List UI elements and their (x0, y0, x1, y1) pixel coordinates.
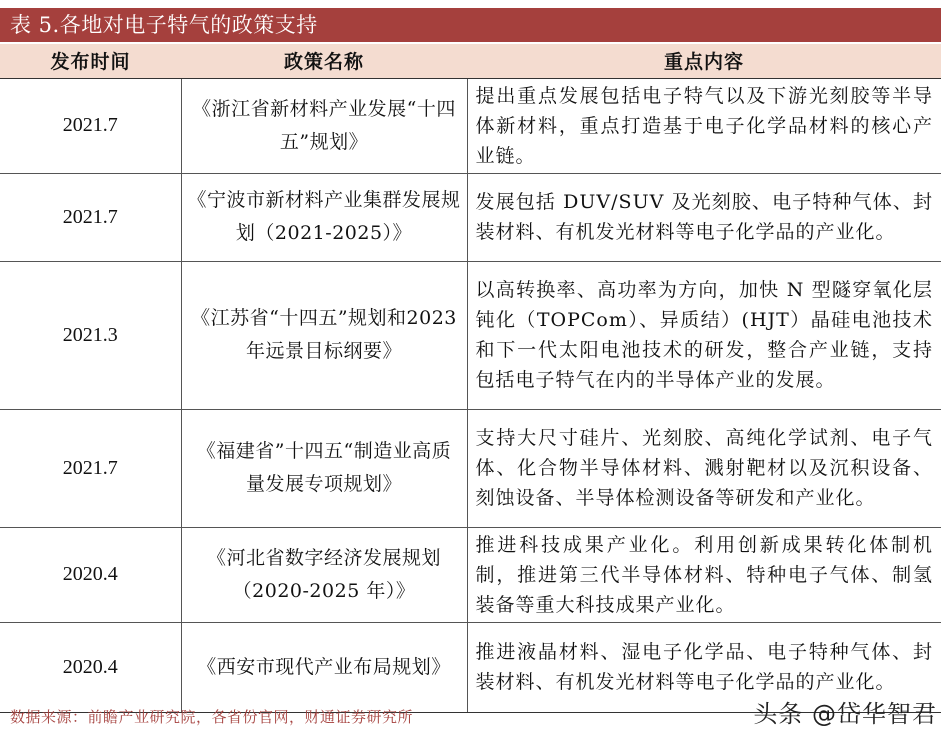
table-row (0, 78, 941, 173)
cell-policy: 《福建省”十四五“制造业高质量发展专项规划》 (181, 409, 467, 527)
cell-date: 2021.3 (0, 261, 181, 409)
cell-date: 2020.4 (0, 527, 181, 622)
cell-policy: 《江苏省“十四五”规划和2023 年远景目标纲要》 (181, 261, 467, 409)
table-row (0, 527, 941, 622)
cell-content: 支持大尺寸硅片、光刻胶、高纯化学试剂、电子气体、化合物半导体材料、溅射靶材以及沉积设备、刻蚀设备、半导体检测设备等研发和产业化。 (467, 409, 941, 527)
table-row (0, 409, 941, 527)
cell-content: 推进液晶材料、湿电子化学品、电子特种气体、封装材料、有机发光材料等电子化学品的产业化。 (467, 622, 941, 712)
table-title: 表 5.各地对电子特气的政策支持 (0, 8, 941, 42)
header-key-content: 重点内容 (467, 44, 941, 78)
cell-date: 2020.4 (0, 622, 181, 712)
cell-content: 以高转换率、高功率为方向，加快 N 型隧穿氧化层钝化（TOPCom）、异质结）(HJT）晶硅电池技术和下一代太阳电池技术的研发，整合产业链，支持包括电子特气在内的半导体产业的发展。 (467, 261, 941, 409)
cell-policy: 《河北省数字经济发展规划（2020-2025 年）》 (181, 527, 467, 622)
header-policy-name: 政策名称 (181, 44, 467, 78)
data-source-note: 数据来源：前瞻产业研究院，各省份官网，财通证券研究所 (10, 708, 414, 726)
header-date: 发布时间 (0, 44, 181, 78)
cell-date: 2021.7 (0, 173, 181, 261)
table-header-row (0, 44, 941, 78)
policy-table (0, 44, 941, 713)
cell-date: 2021.7 (0, 409, 181, 527)
cell-policy: 《浙江省新材料产业发展“十四五”规划》 (181, 78, 467, 173)
cell-content: 发展包括 DUV/SUV 及光刻胶、电子特种气体、封装材料、有机发光材料等电子化学品的产业化。 (467, 173, 941, 261)
table-row (0, 173, 941, 261)
watermark: 头条 @岱华智君 (753, 700, 937, 728)
cell-policy: 《宁波市新材料产业集群发展规划（2021-2025）》 (181, 173, 467, 261)
cell-content: 提出重点发展包括电子特气以及下游光刻胶等半导体新材料，重点打造基于电子化学品材料的核心产业链。 (467, 78, 941, 173)
cell-policy: 《西安市现代产业布局规划》 (181, 622, 467, 712)
cell-content: 推进科技成果产业化。利用创新成果转化体制机制，推进第三代半导体材料、特种电子气体、制氢装备等重大科技成果产业化。 (467, 527, 941, 622)
table-row (0, 261, 941, 409)
cell-date: 2021.7 (0, 78, 181, 173)
